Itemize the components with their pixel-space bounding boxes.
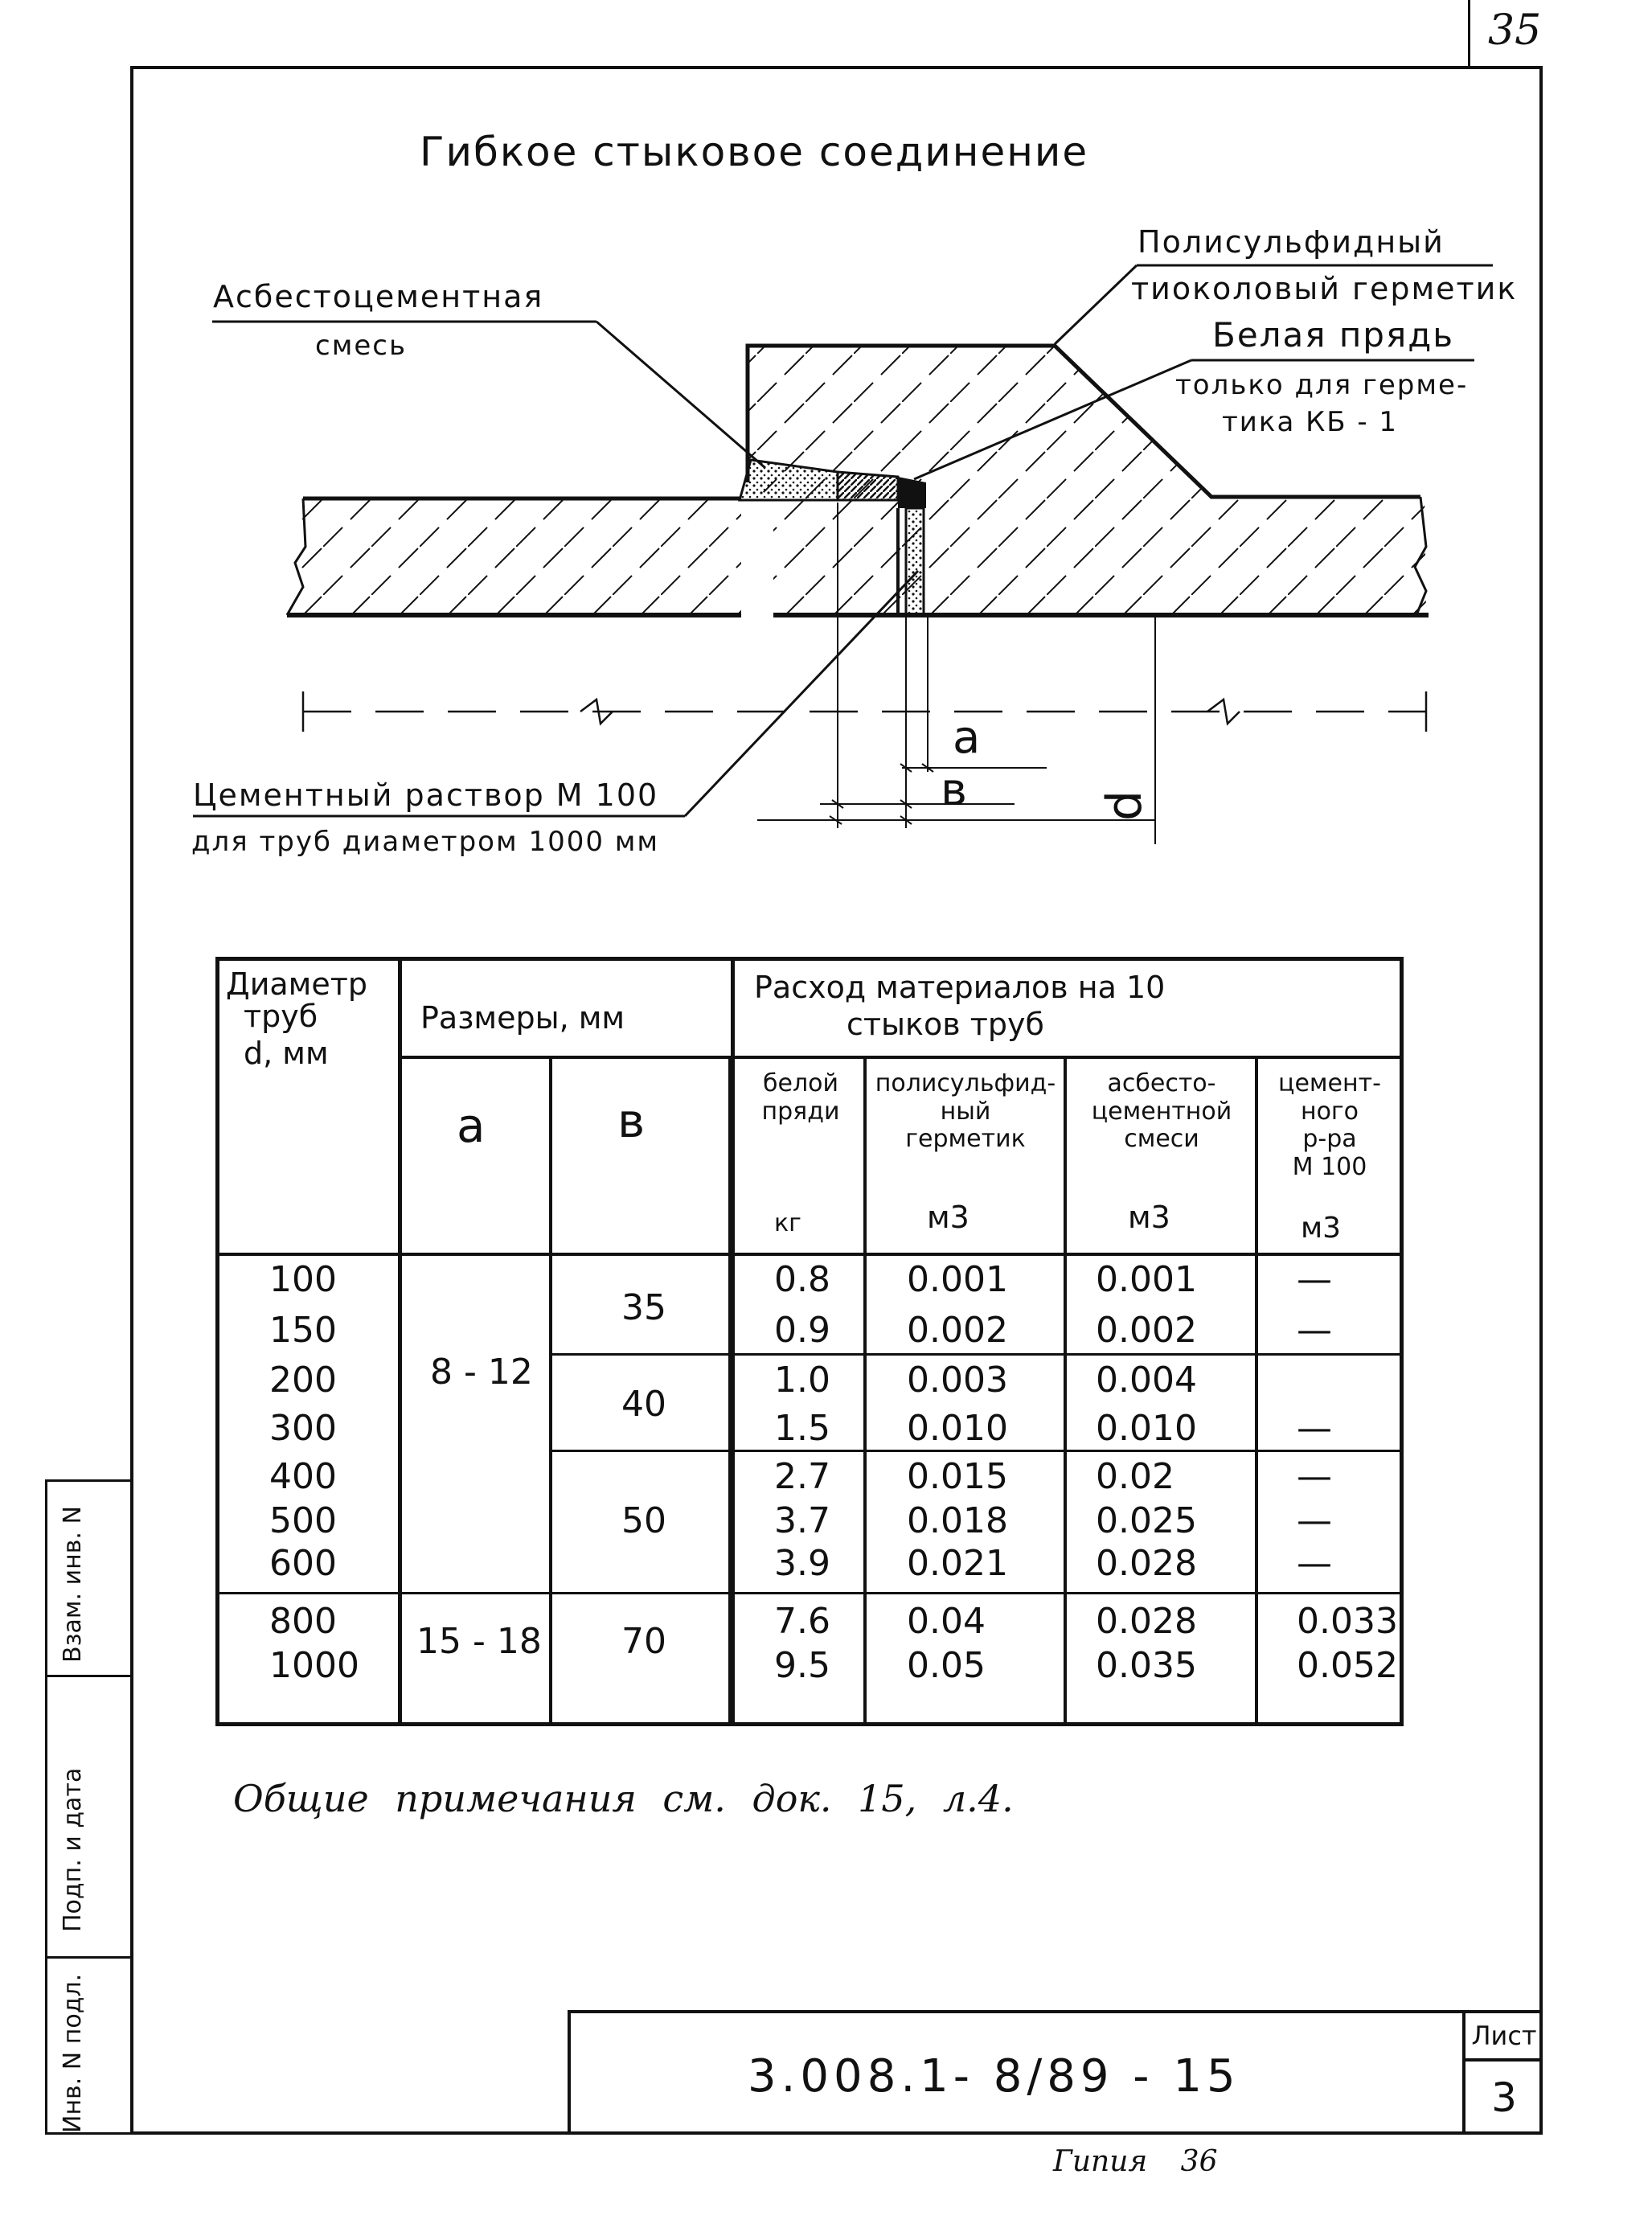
table-cell-asbestos: 0.004 bbox=[1096, 1360, 1197, 1401]
table-cell-asbestos: 0.02 bbox=[1096, 1456, 1174, 1497]
table-cell-asbestos: 0.002 bbox=[1096, 1310, 1197, 1351]
table-cell-mortar: — bbox=[1297, 1500, 1332, 1541]
table-cell-strand: 2.7 bbox=[774, 1456, 830, 1497]
table-cell-sealant: 0.015 bbox=[907, 1456, 1008, 1497]
dim-b-label: в bbox=[941, 764, 968, 816]
hdr-sizes: Размеры, мм bbox=[420, 1000, 625, 1036]
sheet-corner bbox=[1468, 0, 1564, 66]
table-cell-sealant: 0.018 bbox=[907, 1500, 1008, 1541]
dim-d-label: d bbox=[1097, 790, 1154, 822]
document-code: 3.008.1- 8/89 - 15 bbox=[748, 2050, 1240, 2103]
table-cell-asbestos: 0.028 bbox=[1096, 1601, 1197, 1642]
table-cell-asbestos: 0.028 bbox=[1096, 1543, 1197, 1584]
sheet-number: 3 bbox=[1491, 2074, 1517, 2121]
hdr-sealant: полисульфид- ный герметик bbox=[875, 1069, 1056, 1153]
table-cell-d: 400 bbox=[269, 1456, 337, 1497]
mortar-gap bbox=[906, 508, 924, 615]
hdr-asbestos: асбесто- цементной смеси bbox=[1091, 1069, 1232, 1153]
hdr-consumption-2: стыков труб bbox=[846, 1007, 1044, 1042]
general-note: Общие примечания см. док. 15, л.4. bbox=[233, 1777, 1014, 1820]
table-cell-sealant: 0.04 bbox=[907, 1601, 986, 1642]
table-cell-mortar: 0.052 bbox=[1297, 1645, 1398, 1686]
label-mortar-line1: Цементный раствор М 100 bbox=[193, 777, 659, 813]
hdr-diameter-2: труб bbox=[244, 999, 318, 1034]
hdr-strand: белой пряди bbox=[761, 1069, 840, 1126]
dim-a-label: a bbox=[953, 712, 981, 764]
side-stamp bbox=[45, 1479, 133, 2135]
table-cell-mortar: — bbox=[1297, 1456, 1332, 1497]
hdr-mortar: цемент- ного р-ра М 100 bbox=[1278, 1069, 1381, 1181]
hdr-diameter-3: d, мм bbox=[244, 1036, 329, 1071]
table-cell-strand: 1.0 bbox=[774, 1360, 830, 1401]
table-cell-d: 150 bbox=[269, 1310, 337, 1351]
left-pipe-wall bbox=[299, 498, 741, 615]
hdr-asbestos-unit: м3 bbox=[1128, 1200, 1170, 1235]
sheet-corner-number: 35 bbox=[1488, 6, 1542, 55]
table-cell-d: 200 bbox=[269, 1360, 337, 1401]
label-asbestos-line1: Асбестоцементная bbox=[213, 279, 544, 314]
table-cell-sealant: 0.001 bbox=[907, 1259, 1008, 1300]
hdr-mortar-unit: м3 bbox=[1301, 1212, 1342, 1245]
label-sealant-line2: тиоколовый герметик bbox=[1131, 271, 1518, 306]
label-sealant-line1: Полисульфидный bbox=[1138, 224, 1445, 260]
table-cell-sealant: 0.002 bbox=[907, 1310, 1008, 1351]
table-cell-strand: 3.9 bbox=[774, 1543, 830, 1584]
a-group-1: 8 - 12 bbox=[430, 1352, 533, 1393]
table-cell-d: 600 bbox=[269, 1543, 337, 1584]
table-cell-mortar: 0.033 bbox=[1297, 1601, 1398, 1642]
label-mortar-line2: для труб диаметром 1000 мм bbox=[191, 826, 660, 858]
stamp-replace-inv: Взам. инв. N bbox=[59, 1506, 87, 1663]
footer-stamp: Гипия 36 bbox=[1053, 2145, 1218, 2178]
table-cell-d: 300 bbox=[269, 1408, 337, 1449]
table-cell-d: 800 bbox=[269, 1601, 337, 1642]
table-cell-sealant: 0.021 bbox=[907, 1543, 1008, 1584]
sheet-label: Лист bbox=[1465, 2013, 1543, 2062]
table-cell-asbestos: 0.025 bbox=[1096, 1500, 1197, 1541]
stamp-inv-orig: Инв. N подл. bbox=[59, 1973, 87, 2133]
table-cell-strand: 1.5 bbox=[774, 1408, 830, 1449]
drawing-title: Гибкое стыковое соединение bbox=[420, 129, 1089, 175]
table-cell-sealant: 0.003 bbox=[907, 1360, 1008, 1401]
stamp-sign-date: Подп. и дата bbox=[59, 1767, 87, 1932]
b-group-4: 70 bbox=[621, 1621, 666, 1662]
table-cell-strand: 0.8 bbox=[774, 1259, 830, 1300]
table-cell-sealant: 0.010 bbox=[907, 1408, 1008, 1449]
hdr-size-a: a bbox=[457, 1098, 486, 1153]
b-group-1: 35 bbox=[621, 1287, 666, 1328]
label-only-for-line2: тика КБ - 1 bbox=[1222, 406, 1399, 438]
table-cell-mortar: — bbox=[1297, 1259, 1332, 1300]
hdr-consumption-1: Расход материалов на 10 bbox=[754, 970, 1166, 1005]
table-cell-mortar: — bbox=[1297, 1543, 1332, 1584]
table-cell-strand: 0.9 bbox=[774, 1310, 830, 1351]
hdr-strand-unit: кг bbox=[774, 1209, 801, 1237]
label-asbestos-line2: смесь bbox=[315, 330, 407, 362]
materials-table bbox=[215, 957, 1404, 1726]
sealant-fill bbox=[838, 472, 898, 500]
sheet-cell bbox=[1462, 2013, 1543, 2135]
title-block bbox=[568, 2010, 1543, 2135]
table-cell-asbestos: 0.010 bbox=[1096, 1408, 1197, 1449]
hdr-size-b: в bbox=[617, 1093, 646, 1148]
b-group-3: 50 bbox=[621, 1500, 666, 1541]
table-cell-strand: 9.5 bbox=[774, 1645, 830, 1686]
table-cell-d: 500 bbox=[269, 1500, 337, 1541]
table-cell-sealant: 0.05 bbox=[907, 1645, 986, 1686]
table-cell-asbestos: 0.035 bbox=[1096, 1645, 1197, 1686]
hdr-sealant-unit: м3 bbox=[927, 1200, 969, 1235]
a-group-2: 15 - 18 bbox=[416, 1621, 542, 1662]
b-group-2: 40 bbox=[621, 1384, 666, 1425]
table-cell-d: 1000 bbox=[269, 1645, 359, 1686]
table-cell-mortar: — bbox=[1297, 1408, 1332, 1449]
table-cell-strand: 7.6 bbox=[774, 1601, 830, 1642]
table-cell-strand: 3.7 bbox=[774, 1500, 830, 1541]
label-only-for-line1: только для герме- bbox=[1175, 369, 1469, 401]
table-cell-asbestos: 0.001 bbox=[1096, 1259, 1197, 1300]
table-cell-d: 100 bbox=[269, 1259, 337, 1300]
table-cell-mortar: — bbox=[1297, 1310, 1332, 1351]
label-white-strand: Белая прядь bbox=[1212, 315, 1455, 355]
hdr-diameter-1: Диаметр bbox=[226, 966, 367, 1002]
